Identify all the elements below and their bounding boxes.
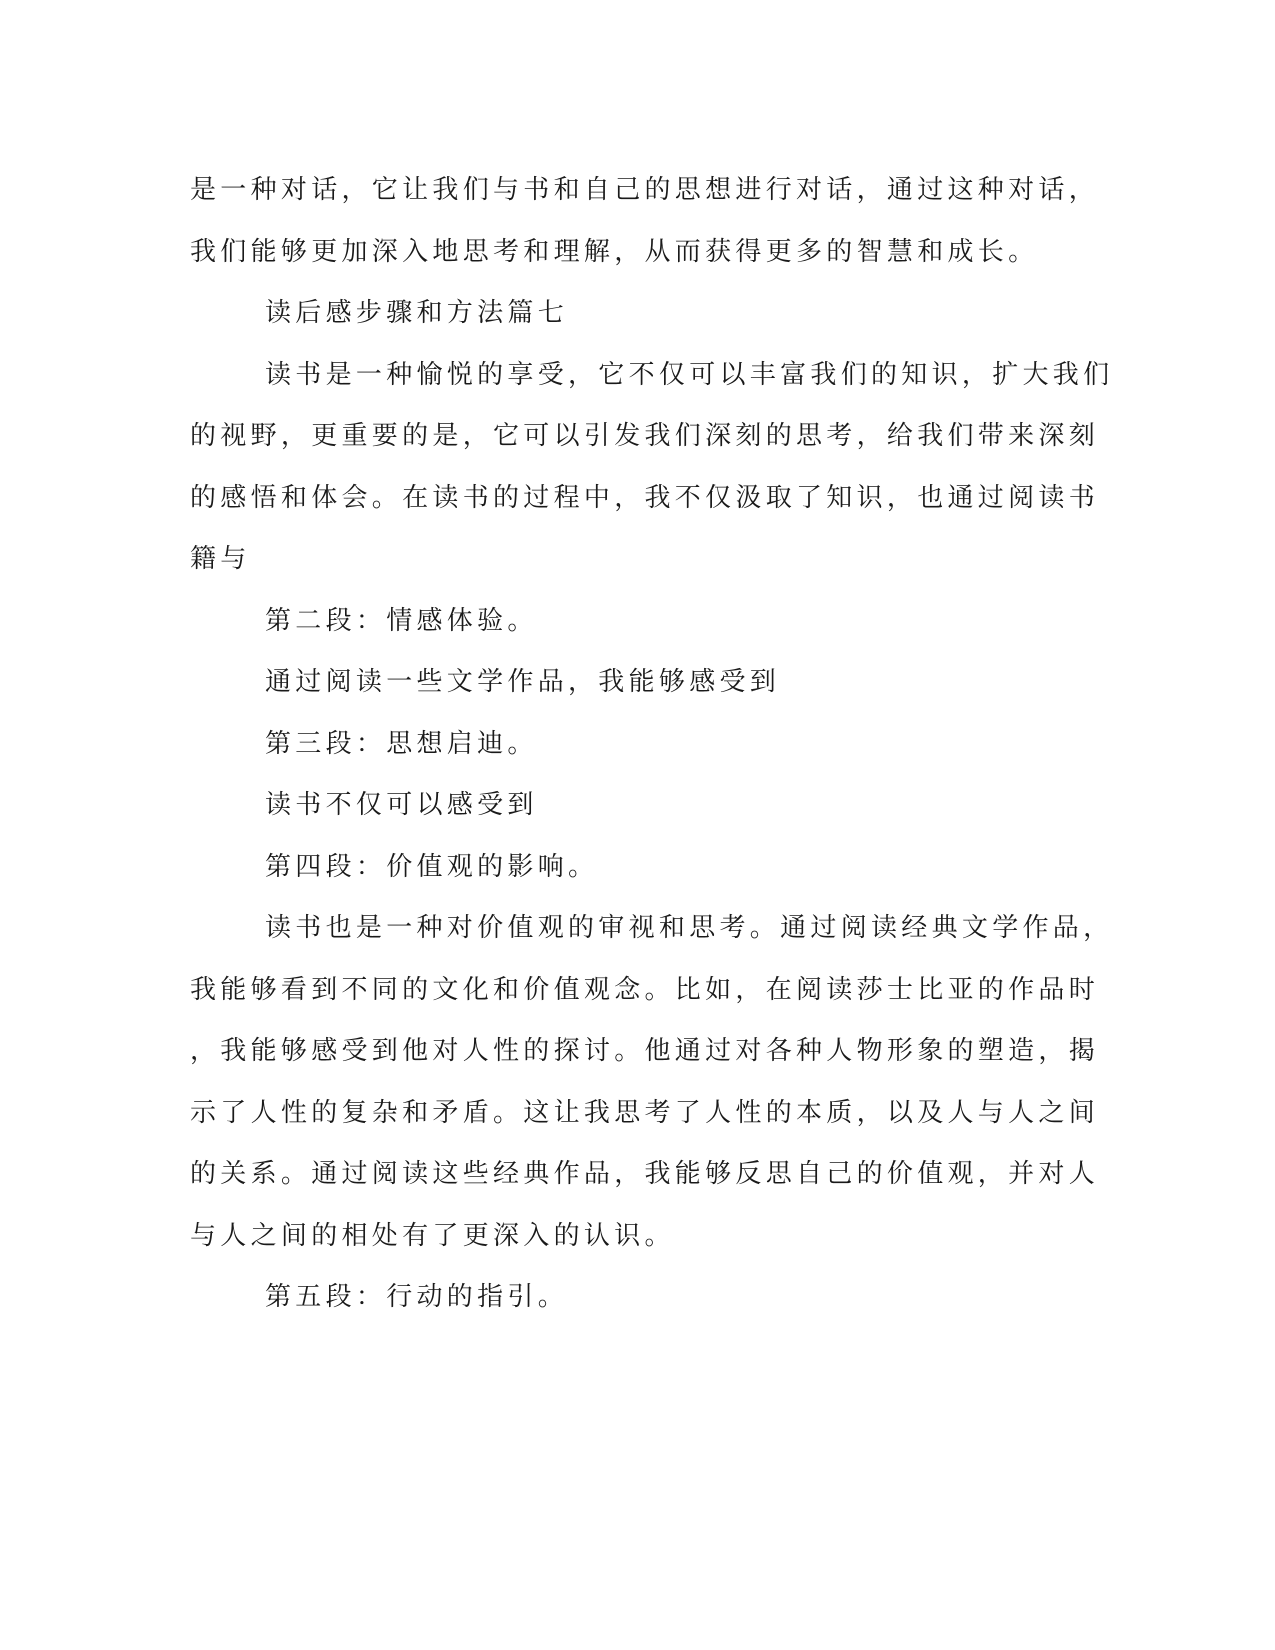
body-line: 的感悟和体会。在读书的过程中，我不仅汲取了知识，也通过阅读书 xyxy=(190,482,1100,513)
body-line: 是一种对话，它让我们与书和自己的思想进行对话，通过这种对话， xyxy=(190,175,1100,205)
section-heading: 第五段：行动的指引。 xyxy=(265,1282,569,1312)
body-line: 我们能够更加深入地思考和理解，从而获得更多的智慧和成长。 xyxy=(190,236,1039,267)
body-line: 与人之间的相处有了更深入的认识。 xyxy=(190,1220,675,1251)
body-line: 籍与 xyxy=(190,544,251,574)
body-line: 示了人性的复杂和矛盾。这让我思考了人性的本质，以及人与人之间 xyxy=(190,1097,1100,1128)
body-line: 通过阅读一些文学作品，我能够感受到 xyxy=(265,667,781,697)
body-line: 的关系。通过阅读这些经典作品，我能够反思自己的价值观，并对人 xyxy=(190,1159,1100,1189)
body-line: ，我能够感受到他对人性的探讨。他通过对各种人物形象的塑造，揭 xyxy=(190,1036,1100,1066)
section-heading: 第三段：思想启迪。 xyxy=(265,728,538,759)
section-heading: 第四段：价值观的影响。 xyxy=(265,851,599,882)
body-line: 读书也是一种对价值观的审视和思考。通过阅读经典文学作品， xyxy=(265,913,1114,943)
body-line: 我能够看到不同的文化和价值观念。比如，在阅读莎士比亚的作品时 xyxy=(190,974,1100,1005)
body-line: 读书不仅可以感受到 xyxy=(265,790,538,820)
body-line: 读书是一种愉悦的享受，它不仅可以丰富我们的知识，扩大我们 xyxy=(265,359,1114,390)
body-line: 的视野，更重要的是，它可以引发我们深刻的思考，给我们带来深刻 xyxy=(190,421,1100,451)
document-body xyxy=(190,160,1114,1329)
section-heading: 读后感步骤和方法篇七 xyxy=(265,298,569,328)
section-heading: 第二段：情感体验。 xyxy=(265,605,538,636)
